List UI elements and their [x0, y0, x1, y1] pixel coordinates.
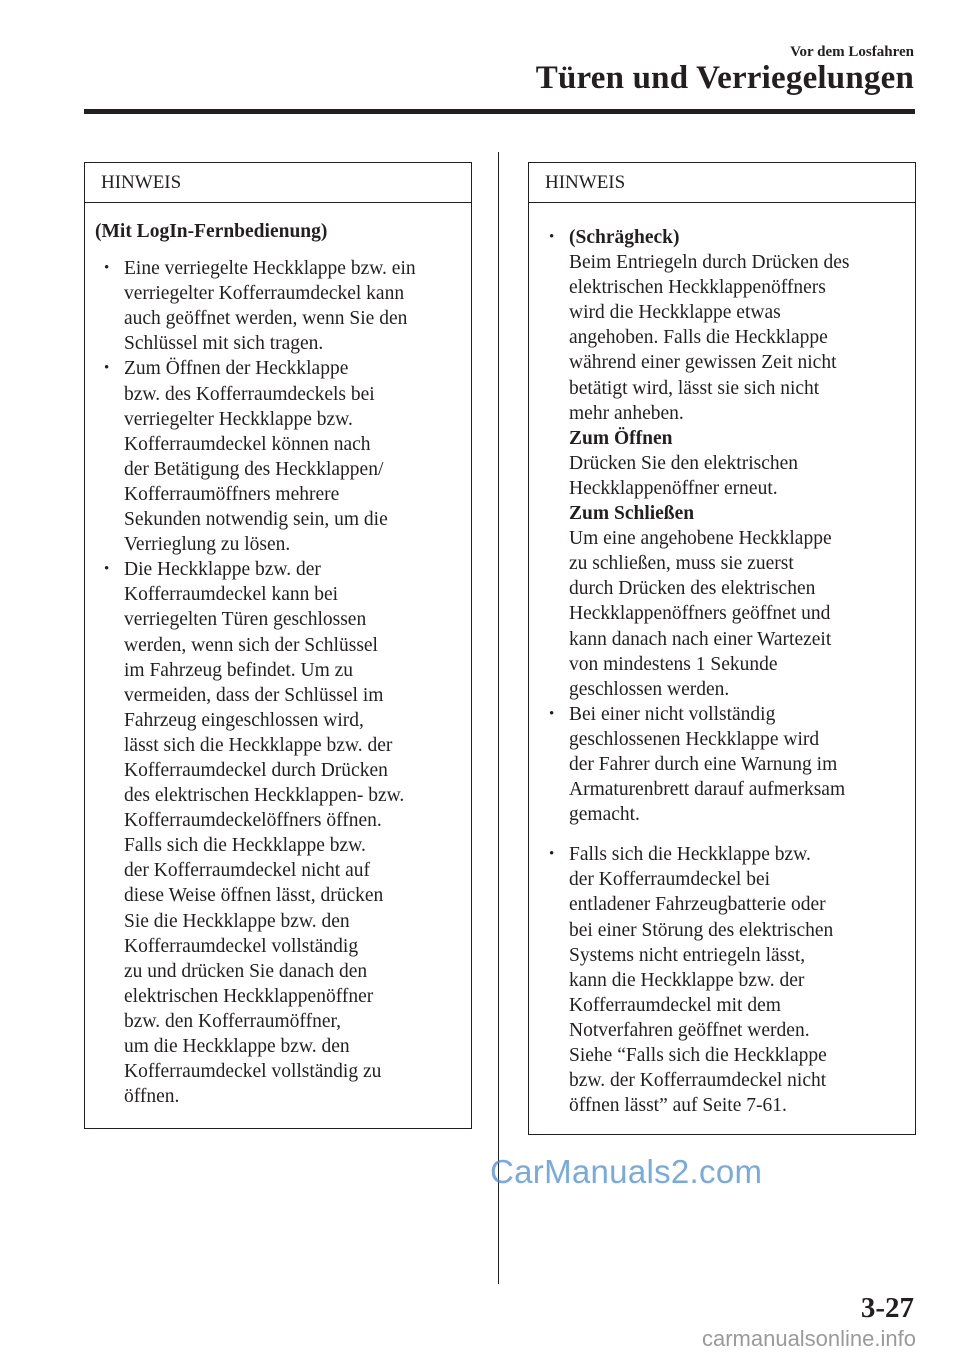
text-line: Kofferraumdeckelöffners öffnen. — [124, 810, 382, 832]
text-line: der Betätigung des Heckklappen/ — [124, 458, 384, 480]
text-line: Drücken Sie den elektrischen — [569, 452, 799, 474]
section-label: Vor dem Losfahren — [790, 44, 914, 60]
text-line: mehr anheben. — [569, 402, 684, 424]
note-box-right — [528, 162, 916, 1135]
text-line: Heckklappenöffner erneut. — [569, 477, 778, 499]
text-line: Heckklappenöffners geöffnet und — [569, 603, 831, 625]
chapter-title: Türen und Verriegelungen — [535, 60, 914, 96]
text-line: lässt sich die Heckklappe bzw. der — [124, 734, 393, 756]
note-heading: HINWEIS — [529, 163, 915, 203]
text-line: diese Weise öffnen lässt, drücken — [124, 885, 384, 907]
note-body — [529, 203, 915, 1118]
text-line: Zum Öffnen der Heckklappe — [124, 358, 349, 380]
bullet-icon: • — [549, 229, 555, 245]
page-number: 3-27 — [860, 1292, 914, 1324]
note-bullet-list — [95, 256, 457, 1109]
text-line: zu und drücken Sie danach den — [124, 960, 368, 982]
text-line: bzw. der Kofferraumdeckel nicht — [569, 1070, 827, 1092]
bullet-icon: • — [549, 846, 555, 863]
text-line: Die Heckklappe bzw. der — [124, 559, 321, 581]
text-line: Beim Entriegeln durch Drücken des — [569, 252, 850, 274]
text-line: Systems nicht entriegeln lässt, — [569, 944, 806, 966]
text-line: gemacht. — [569, 804, 640, 826]
text-line: der Kofferraumdeckel nicht auf — [124, 860, 370, 882]
text-line: im Fahrzeug befindet. Um zu — [124, 659, 354, 681]
footer-url: carmanualsonline.info — [701, 1326, 916, 1351]
text-line: um die Heckklappe bzw. den — [124, 1036, 350, 1057]
note-body — [85, 203, 471, 1109]
text-line: Um eine angehobene Heckklappe — [569, 528, 832, 550]
text-line: geschlossen werden. — [569, 678, 730, 700]
bullet-icon: • — [549, 705, 555, 722]
text-line: Sekunden notwendig sein, um die — [124, 509, 388, 531]
text-line: kann danach nach einer Wartezeit — [569, 628, 832, 650]
text-line: Fahrzeug eingeschlossen wird, — [124, 709, 364, 731]
text-line: elektrischen Heckklappenöffners — [569, 277, 826, 299]
text-line: Siehe “Falls sich die Heckklappe — [569, 1045, 827, 1066]
text-line: kann die Heckklappe bzw. der — [569, 969, 805, 991]
text-line: während einer gewissen Zeit nicht — [569, 352, 837, 374]
bullet-icon: • — [104, 561, 110, 578]
text-line: bei einer Störung des elektrischen — [569, 919, 834, 941]
text-line: Eine verriegelte Heckklappe bzw. ein — [124, 258, 416, 280]
list-item — [95, 356, 457, 557]
text-line: geschlossenen Heckklappe wird — [569, 728, 820, 750]
text-line: durch Drücken des elektrischen — [569, 578, 816, 600]
text-line: entladener Fahrzeugbatterie oder — [569, 894, 826, 916]
text-line: Verrieglung zu lösen. — [124, 534, 291, 556]
text-line: elektrischen Heckklappenöffner — [124, 985, 374, 1007]
list-item — [540, 702, 905, 827]
text-line: verriegelten Türen geschlossen — [124, 609, 367, 631]
list-item — [540, 225, 905, 702]
text-line: öffnen lässt” auf Seite 7-61. — [569, 1095, 787, 1117]
text-line: Falls sich die Heckklappe bzw. — [569, 844, 811, 866]
note-heading: HINWEIS — [85, 163, 471, 203]
text-line: bzw. des Kofferraumdeckels bei — [124, 383, 375, 405]
text-line: wird die Heckklappe etwas — [569, 302, 781, 324]
text-line: bzw. den Kofferraumöffner, — [124, 1010, 342, 1032]
text-line: Sie die Heckklappe bzw. den — [124, 910, 350, 932]
bullet-icon: • — [104, 260, 110, 277]
text-line: des elektrischen Heckklappen- bzw. — [124, 785, 405, 807]
text-line: Kofferraumdeckel durch Drücken — [124, 759, 388, 781]
list-item — [540, 842, 905, 1118]
text-line: Kofferraumdeckel kann bei — [124, 584, 339, 606]
close-subheading: Zum Schließen — [569, 503, 695, 525]
watermark: CarManuals2.com — [490, 1153, 763, 1190]
note-subheading: (Mit LogIn-Fernbedienung) — [95, 221, 328, 242]
text-line: Kofferraumdeckel vollständig — [124, 935, 359, 957]
bullet-icon: • — [104, 360, 110, 377]
text-line: auch geöffnet werden, wenn Sie den — [124, 308, 408, 330]
header-rule — [84, 109, 915, 114]
text-line: Kofferraumöffners mehrere — [124, 483, 340, 505]
text-line: angehoben. Falls die Heckklappe — [569, 327, 828, 349]
text-line: Armaturenbrett darauf aufmerksam — [569, 779, 846, 801]
text-line: werden, wenn sich der Schlüssel — [124, 634, 378, 656]
text-line: Falls sich die Heckklappe bzw. — [124, 835, 366, 857]
note-bullet-list — [540, 225, 905, 1118]
text-line: verriegelter Heckklappe bzw. — [124, 408, 353, 430]
text-line: Kofferraumdeckel vollständig zu — [124, 1061, 382, 1083]
note-box-left — [84, 162, 472, 1129]
text-line: öffnen. — [124, 1086, 180, 1108]
text-line: vermeiden, dass der Schlüssel im — [124, 684, 384, 706]
text-line: der Kofferraumdeckel bei — [569, 869, 771, 891]
column-divider — [498, 152, 499, 1284]
text-line: Notverfahren geöffnet werden. — [569, 1019, 810, 1041]
bullet-title: (Schrägheck) — [569, 227, 680, 248]
text-line: verriegelter Kofferraumdeckel kann — [124, 283, 405, 305]
text-line: Schlüssel mit sich tragen. — [124, 333, 324, 355]
text-line: Bei einer nicht vollständig — [569, 703, 776, 725]
text-line: zu schließen, muss sie zuerst — [569, 553, 794, 575]
list-item — [95, 557, 457, 1109]
text-line: betätigt wird, lässt sie sich nicht — [569, 377, 820, 399]
open-subheading: Zum Öffnen — [569, 427, 673, 449]
list-item — [95, 256, 457, 356]
text-line: der Fahrer durch eine Warnung im — [569, 753, 838, 775]
text-line: Kofferraumdeckel mit dem — [569, 994, 781, 1016]
text-line: von mindestens 1 Sekunde — [569, 653, 778, 675]
text-line: Kofferraumdeckel können nach — [124, 433, 371, 455]
